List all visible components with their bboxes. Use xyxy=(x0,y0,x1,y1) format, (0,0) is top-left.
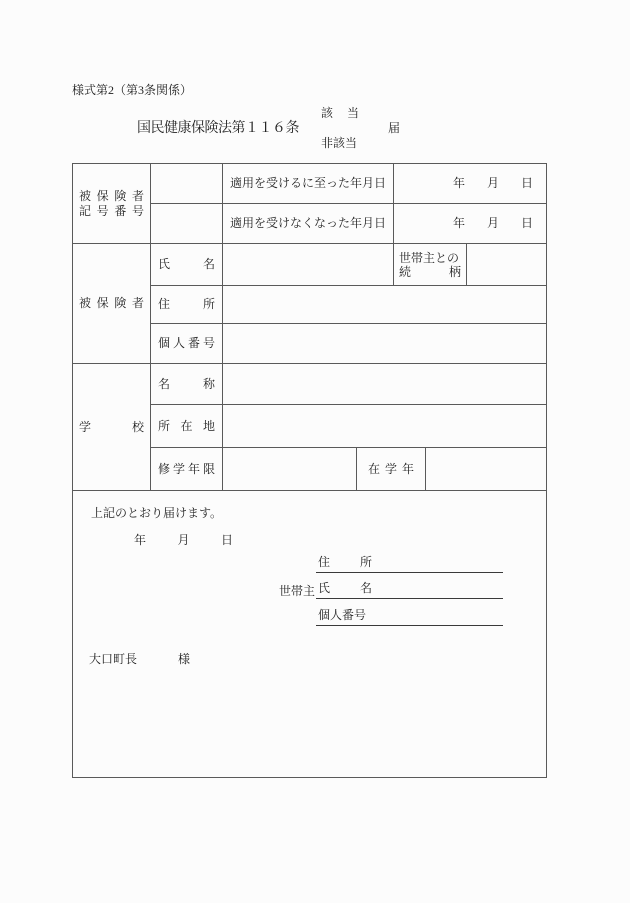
insured-code-value-cell xyxy=(151,204,223,243)
study-years-row xyxy=(151,448,546,490)
insured-address-row xyxy=(151,286,546,324)
applicability-choice xyxy=(321,106,359,151)
householder-address-label: 住 所 xyxy=(318,555,372,569)
date-placeholder: 年 月 日 xyxy=(453,176,533,190)
address-value-cell xyxy=(223,286,546,323)
insured-person-section xyxy=(73,244,546,364)
application-start-row xyxy=(151,164,546,204)
insured-code-value-cell xyxy=(151,164,223,203)
personal-number-value-cell xyxy=(223,324,546,363)
application-end-date-cell xyxy=(394,204,546,243)
householder-label: 世帯主 xyxy=(279,584,316,598)
main-form-table xyxy=(72,163,547,778)
school-location-label: 所 在 地 xyxy=(151,405,223,447)
addressee-name: 大口町長 xyxy=(89,652,138,666)
notification-suffix: 届 xyxy=(388,121,401,135)
school-name-row xyxy=(151,364,546,405)
form-title xyxy=(137,106,400,151)
declaration-statement: 上記のとおり届けます。 xyxy=(91,506,223,520)
application-end-row xyxy=(151,204,546,243)
insured-personal-number-row xyxy=(151,324,546,363)
addressee-row xyxy=(89,652,190,667)
school-name-value-cell xyxy=(223,364,546,404)
school-location-row xyxy=(151,405,546,448)
personal-number-label: 個 人 番 号 xyxy=(151,324,223,363)
insured-code-label: 被 保 険 者 記 号 番 号 xyxy=(73,164,151,243)
name-label: 氏 名 xyxy=(151,244,223,285)
applicable-option: 該 当 xyxy=(321,106,359,120)
declaration-date: 年 月 日 xyxy=(134,533,233,547)
school-location-value-cell xyxy=(223,405,546,447)
school-section xyxy=(73,364,546,491)
law-title: 国民健康保険法第１１６条 xyxy=(137,121,299,136)
householder-name-label: 氏 名 xyxy=(318,581,372,595)
date-placeholder: 年 月 日 xyxy=(453,216,533,230)
address-label: 住 所 xyxy=(151,286,223,323)
addressee-honorific: 様 xyxy=(178,652,191,666)
application-start-date-cell xyxy=(394,164,546,203)
school-name-label: 名 称 xyxy=(151,364,223,404)
insured-name-row xyxy=(151,244,546,286)
householder-personal-number-field xyxy=(316,608,503,626)
relationship-value-cell xyxy=(467,244,546,285)
name-value-cell xyxy=(223,244,394,285)
school-label: 学 校 xyxy=(73,364,151,490)
application-end-label: 適用を受けなくなった年月日 xyxy=(223,204,394,243)
householder-name-field xyxy=(316,581,503,599)
study-years-label: 修 学 年 限 xyxy=(151,448,223,490)
insured-code-section xyxy=(73,164,546,244)
householder-personal-number-label: 個人番号 xyxy=(318,608,367,622)
householder-address-field xyxy=(316,555,503,573)
current-year-value-cell xyxy=(426,448,546,490)
not-applicable-option: 非該当 xyxy=(321,136,358,150)
current-year-label: 在 学 年 xyxy=(357,448,426,490)
form-number-label: 様式第2（第3条関係） xyxy=(72,83,193,97)
insured-person-label: 被 保 険 者 xyxy=(73,244,151,363)
application-start-label: 適用を受けるに至った年月日 xyxy=(223,164,394,203)
study-years-value-cell xyxy=(223,448,357,490)
relationship-label: 世帯主との 続 柄 xyxy=(394,244,467,285)
declaration-section xyxy=(73,491,546,777)
